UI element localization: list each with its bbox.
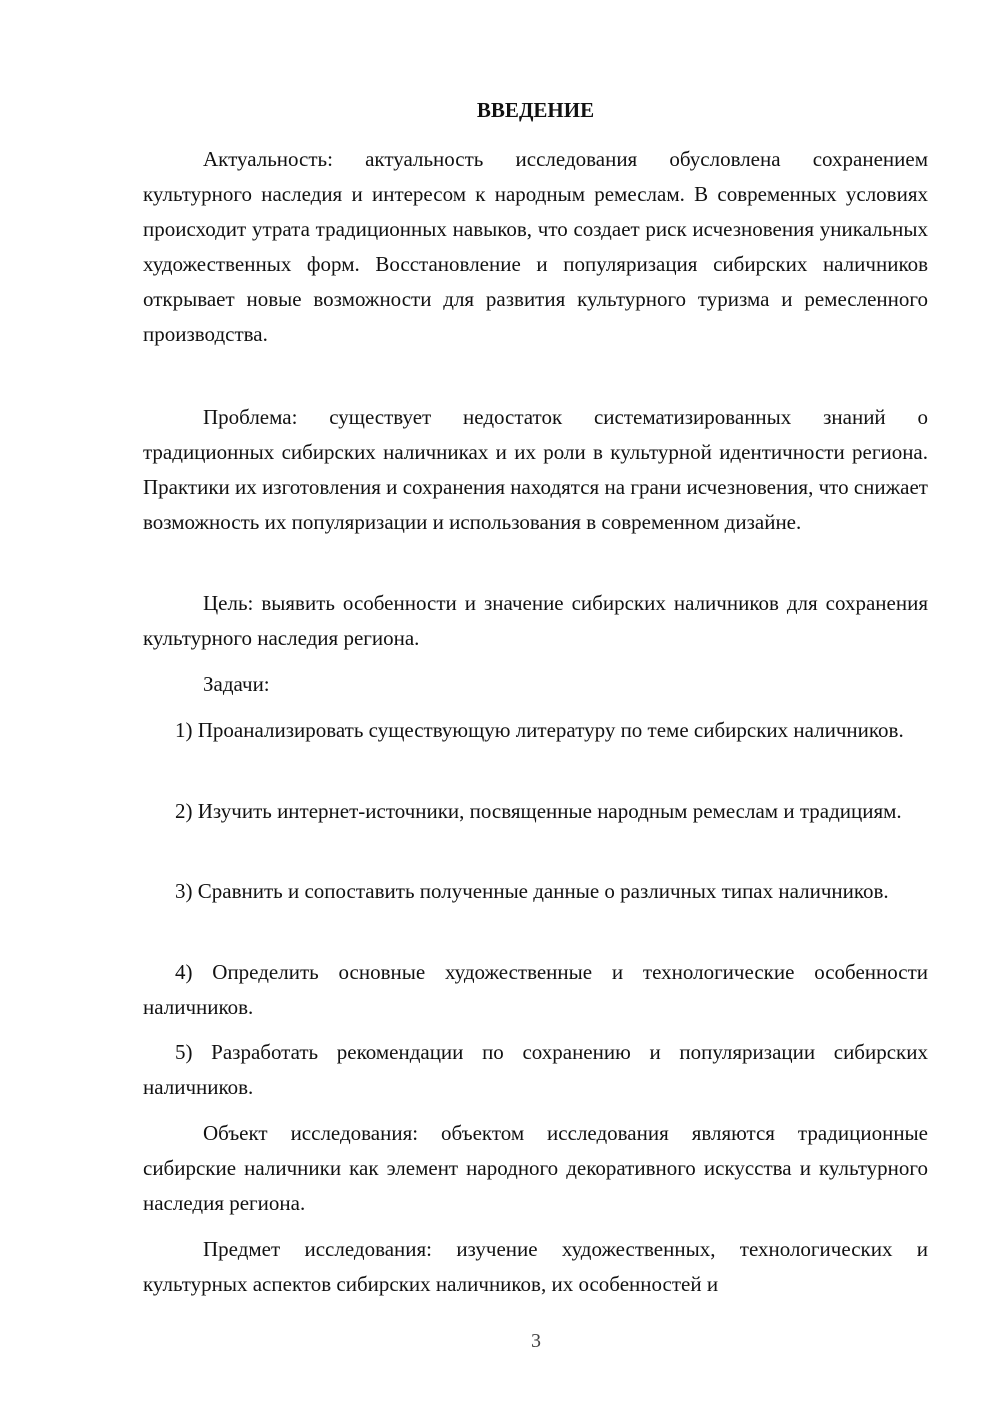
paragraph-tasks-heading: Задачи:: [203, 672, 270, 696]
task-item-4: 4) Определить основные художественные и технологические особенности наличников.: [143, 960, 928, 1019]
paragraph-relevance: Актуальность: актуальность исследования обусловлена сохранением культурного наследия и интересом к народным ремеслам. В современных условиях происходит утрата традиционных навыков, что создает риск исчезновения уникальных художественных форм. Восстановление и популяризация сибирских наличников открывает новые возможности для развития культурного туризма и ремесленного производства.: [143, 147, 928, 346]
paragraph-object: Объект исследования: объектом исследования являются традиционные сибирские наличники как элемент народного декоративного искусства и культурного наследия региона.: [143, 1121, 928, 1215]
task-item-2: 2) Изучить интернет-источники, посвященные народным ремеслам и традициям.: [175, 799, 902, 823]
paragraph-goal: Цель: выявить особенности и значение сибирских наличников для сохранения культурного наследия региона.: [143, 591, 928, 650]
paragraph-problem: Проблема: существует недостаток систематизированных знаний о традиционных сибирских наличниках и их роли в культурной идентичности региона. Практики их изготовления и сохранения находятся на грани исчезновения, что снижает возможность их популяризации и использования в современном дизайне.: [143, 405, 928, 534]
page-title: ВВЕДЕНИЕ: [476, 98, 595, 122]
task-item-5: 5) Разработать рекомендации по сохранению и популяризации сибирских наличников.: [143, 1040, 928, 1099]
task-item-1: 1) Проанализировать существующую литературу по теме сибирских наличников.: [175, 718, 904, 742]
paragraph-subject: Предмет исследования: изучение художественных, технологических и культурных аспектов сибирских наличников, их особенностей и: [143, 1237, 928, 1296]
page-number: 3: [531, 1330, 541, 1352]
task-item-3: 3) Сравнить и сопоставить полученные данные о различных типах наличников.: [175, 879, 889, 903]
